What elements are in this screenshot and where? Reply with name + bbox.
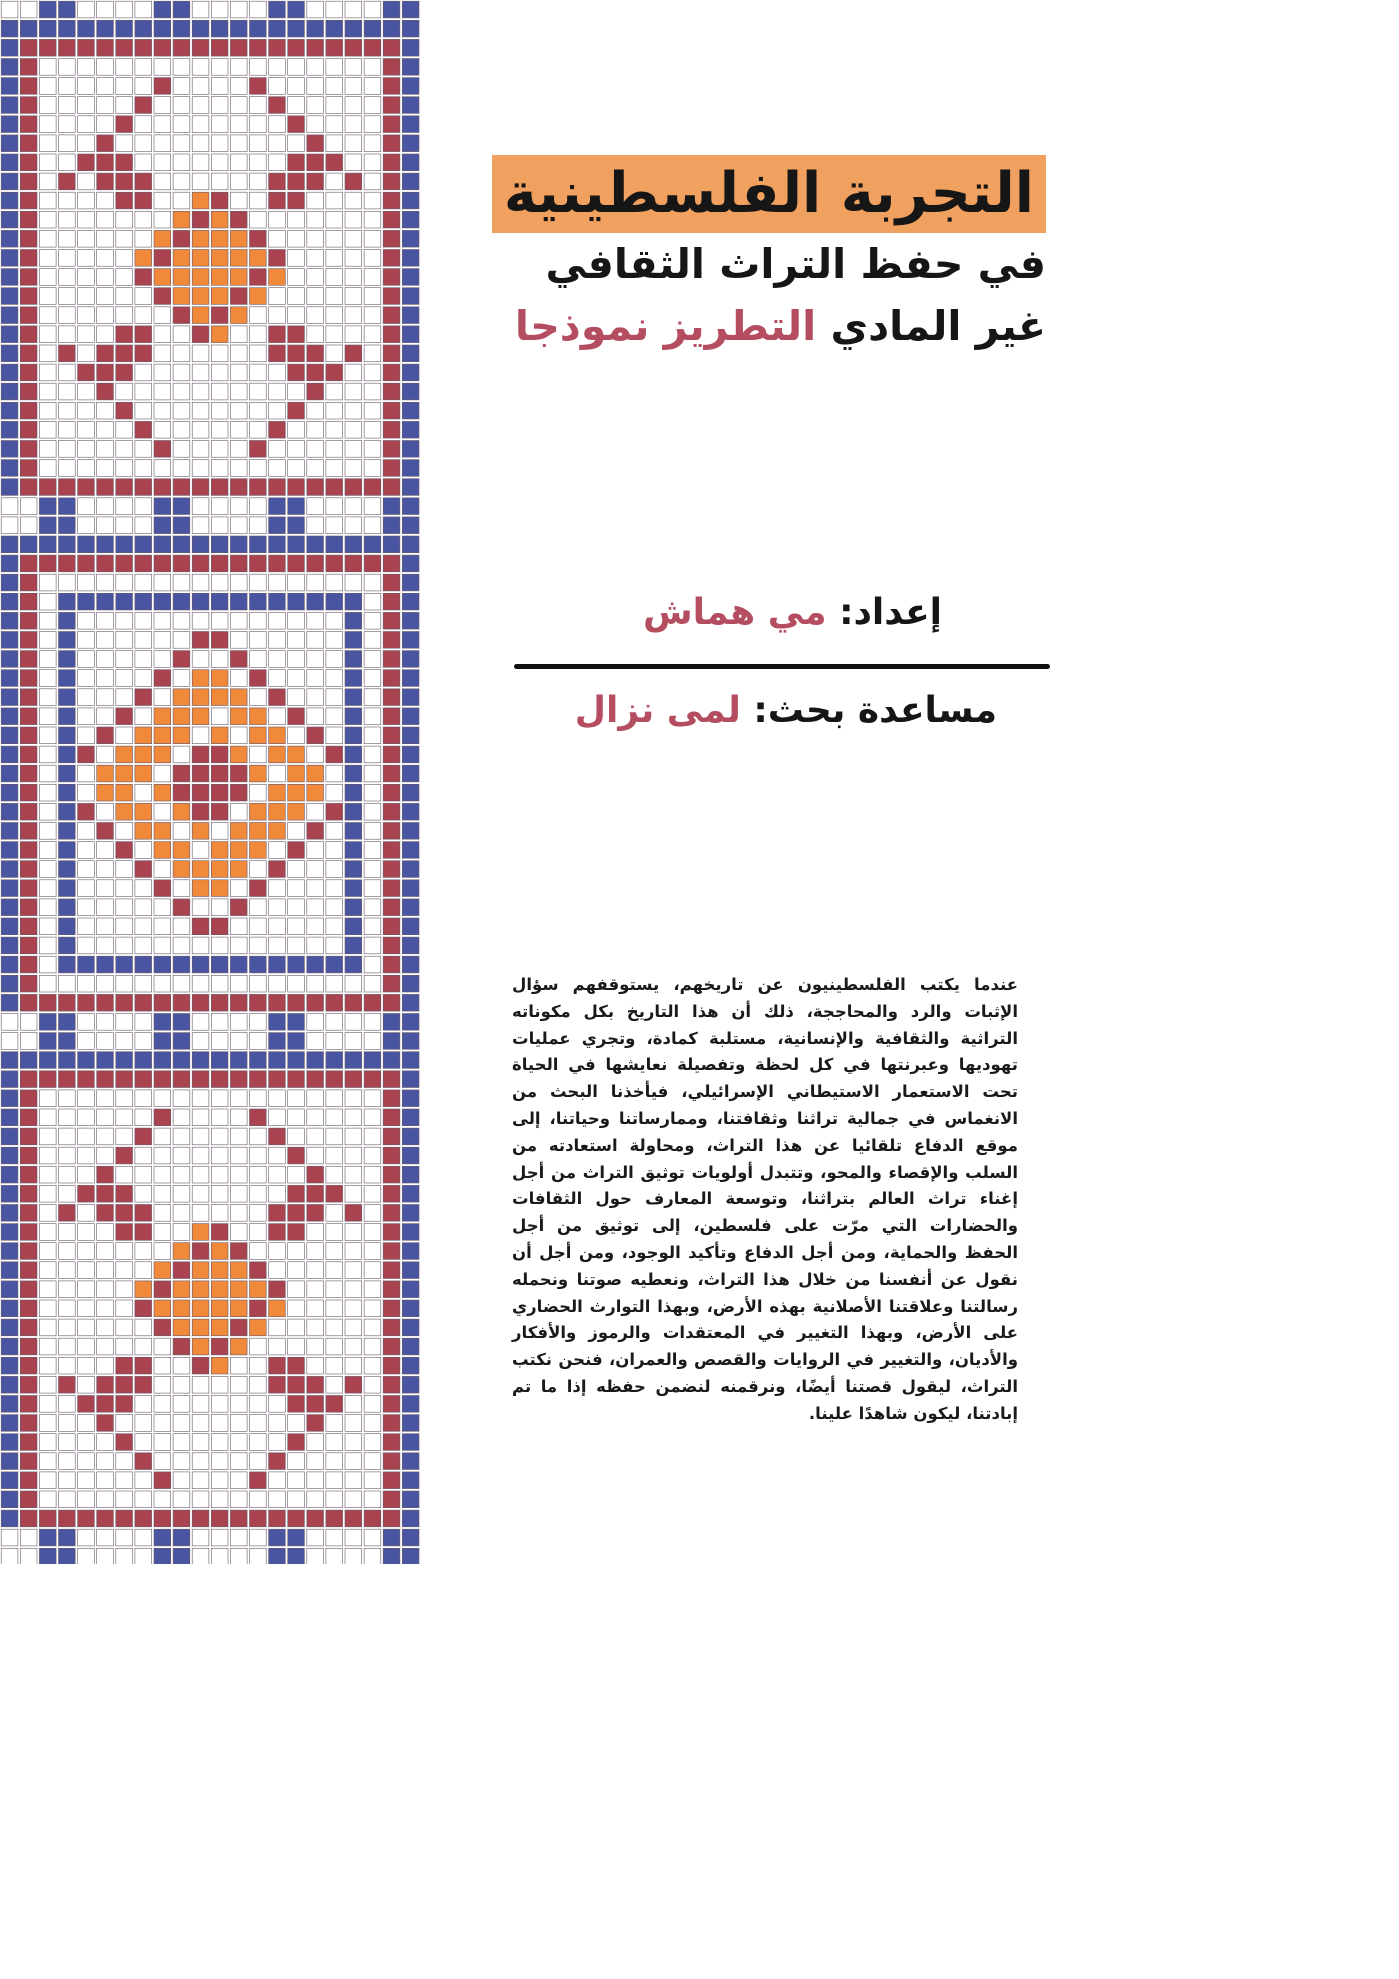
embroidery-pattern-image xyxy=(0,0,430,1564)
research-assistant xyxy=(512,690,1052,731)
subtitle-prefix: غير المادي xyxy=(830,302,1046,350)
research-name: لمى نزال xyxy=(574,690,741,731)
research-label: مساعدة بحث: xyxy=(753,690,997,731)
intro-paragraph: عندما يكتب الفلسطينيون عن تاريخهم، يستوقفهم سؤال الإثبات والرد والمحاججة، ذلك أن هذا التاريخ بكل مكوناته التراثية والثقافية والإنسانية، مستلبة كمادة، وتجري عمليات تهوديها وعبرنتها في كل لحظة وتفصيلة نعايشها في الحياة تحت الاستعمار الاستيطاني الإسرائيلي، فيأخذنا البحث من الانغماس في جمالية تراثنا وثقافتنا، وممارساتنا وحياتنا، إلى موقع الدفاع تلقائيا عن هذا التراث، ومحاولة استعادته من السلب والإقصاء والمحو، وتتبدل أولويات توثيق التراث من أجل إغناء تراث العالم بتراثنا، وتوسعة المعارف حول الثقافات والحضارات التي مرّت على فلسطين، إلى توثيق من أجل الحفظ والحماية، ومن أجل الدفاع وتأكيد الوجود، ومن أجل أن نقول عن أنفسنا من خلال هذا التراث، ونعطيه صوتنا ونحمله رسالتنا وعلاقتنا الأصلانية بهذه الأرض، وبهذا التوارث الحضاري على الأرض، وبهذا التغيير في المعتقدات والرموز والأفكار والأديان، والتغيير في الروايات والقصص والعمران، فنحن نكتب التراث، ليقول قصتنا أيضًا، ونرقمنه لنضمن حفظه إذا ما تم إبادتنا، ليكون شاهدًا علينا. xyxy=(512,975,1018,1423)
title-block xyxy=(446,155,1046,357)
prepared-name: مي هماش xyxy=(642,592,827,633)
prepared-by xyxy=(512,592,1052,633)
subtitle-line-2 xyxy=(446,295,1046,357)
prepared-label: إعداد: xyxy=(839,592,942,633)
main-title: التجربة الفلسطينية xyxy=(492,155,1046,233)
subtitle-line-1: في حفظ التراث الثقافي xyxy=(545,240,1046,288)
divider-line xyxy=(514,664,1050,669)
subtitle-accent: التطريز نموذجا xyxy=(514,302,817,350)
